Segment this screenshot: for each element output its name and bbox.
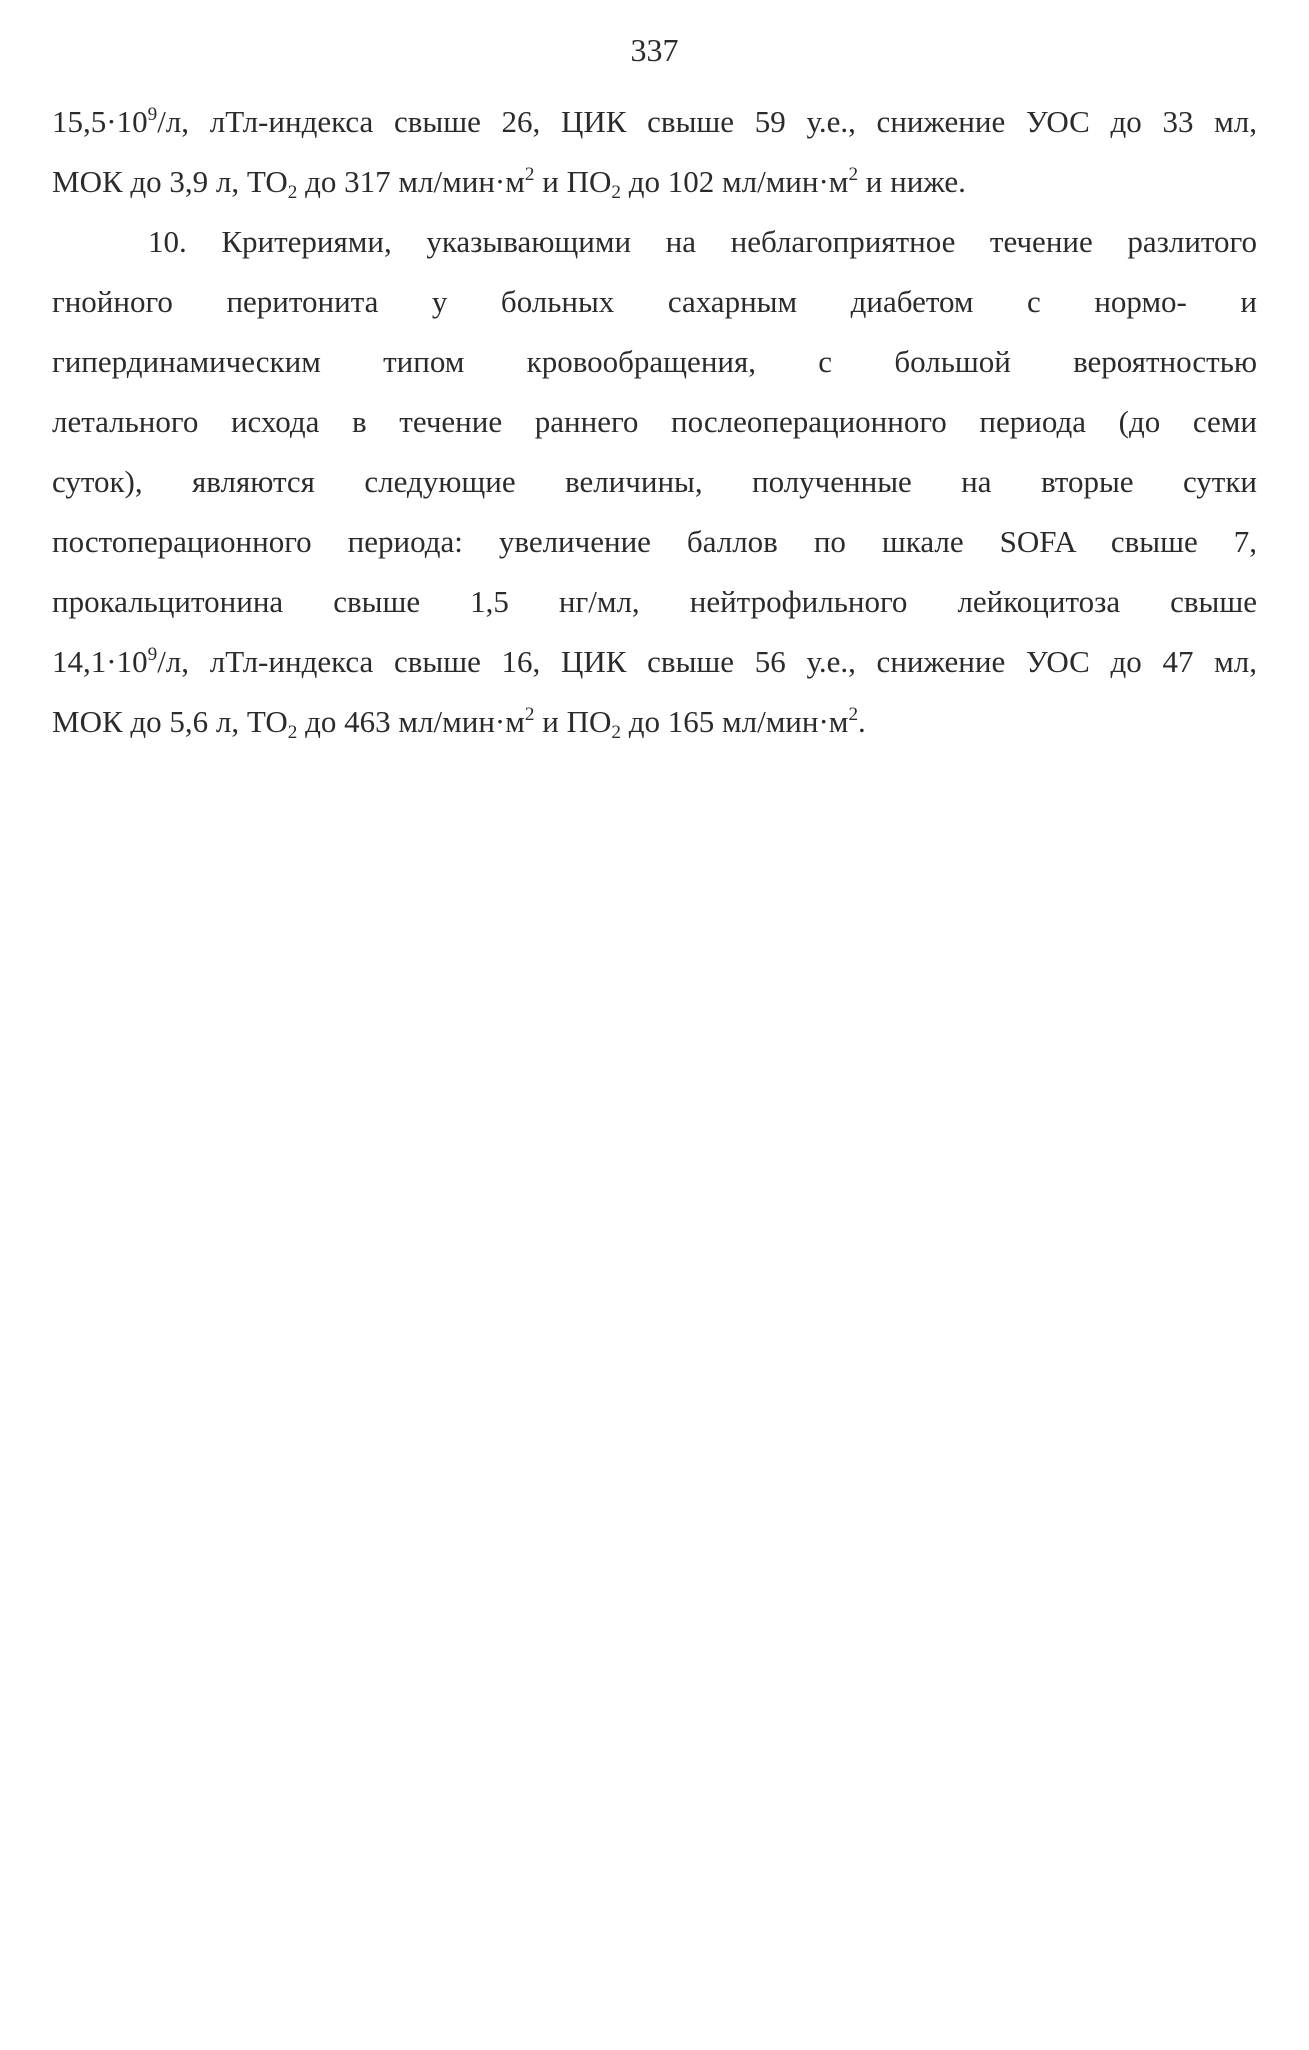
- superscript: 2: [524, 703, 535, 725]
- text-run: /л, лТл-индекса свыше 26, ЦИК свыше 59 у.е., снижение УОС до 33 мл,: [157, 104, 1257, 139]
- page-number: 337: [630, 32, 679, 68]
- superscript: 2: [524, 163, 535, 185]
- superscript: 2: [848, 703, 859, 725]
- text-run: .: [858, 704, 866, 739]
- text-run: и ниже.: [858, 164, 966, 199]
- text-run: до 317 мл/мин·м: [297, 164, 525, 199]
- subscript: 2: [611, 181, 621, 203]
- text-line: [52, 452, 1257, 512]
- body-text: [52, 92, 1257, 752]
- text-run: 10. Критериями, указывающими на неблагоприятное течение разлитого: [148, 224, 1257, 259]
- text-line: [52, 332, 1257, 392]
- superscript: 9: [147, 643, 158, 665]
- text-line: [52, 212, 1257, 272]
- text-run: постоперационного периода: увеличение баллов по шкале SOFA свыше 7,: [52, 524, 1257, 559]
- text-run: МОК до 3,9 л, ТО: [52, 164, 288, 199]
- subscript: 2: [287, 721, 298, 743]
- text-line: [52, 572, 1257, 632]
- text-run: 14,1·10: [52, 644, 148, 679]
- text-run: гнойного перитонита у больных сахарным диабетом с нормо- и: [52, 284, 1257, 319]
- superscript: 2: [848, 163, 859, 185]
- text-run: до 165 мл/мин·м: [620, 704, 849, 739]
- text-line: [52, 152, 1257, 212]
- text-run: до 463 мл/мин·м: [297, 704, 525, 739]
- text-run: МОК до 5,6 л, ТО: [52, 704, 288, 739]
- text-run: прокальцитонина свыше 1,5 нг/мл, нейтрофильного лейкоцитоза свыше: [52, 584, 1257, 619]
- text-run: 15,5·10: [52, 104, 148, 139]
- text-line: [52, 392, 1257, 452]
- text-line: [52, 692, 1257, 752]
- text-run: гипердинамическим типом кровообращения, с большой вероятностью: [52, 344, 1257, 379]
- text-run: летального исхода в течение раннего послеоперационного периода (до семи: [52, 404, 1257, 439]
- text-run: и ПО: [534, 164, 612, 199]
- text-run: до 102 мл/мин·м: [620, 164, 849, 199]
- subscript: 2: [611, 721, 621, 743]
- text-line: [52, 92, 1257, 152]
- text-run: суток), являются следующие величины, полученные на вторые сутки: [52, 464, 1257, 499]
- subscript: 2: [287, 181, 298, 203]
- superscript: 9: [147, 103, 158, 125]
- text-line: [52, 632, 1257, 692]
- text-line: [52, 512, 1257, 572]
- text-run: и ПО: [534, 704, 612, 739]
- text-line: [52, 272, 1257, 332]
- text-run: /л, лТл-индекса свыше 16, ЦИК свыше 56 у.е., снижение УОС до 47 мл,: [157, 644, 1257, 679]
